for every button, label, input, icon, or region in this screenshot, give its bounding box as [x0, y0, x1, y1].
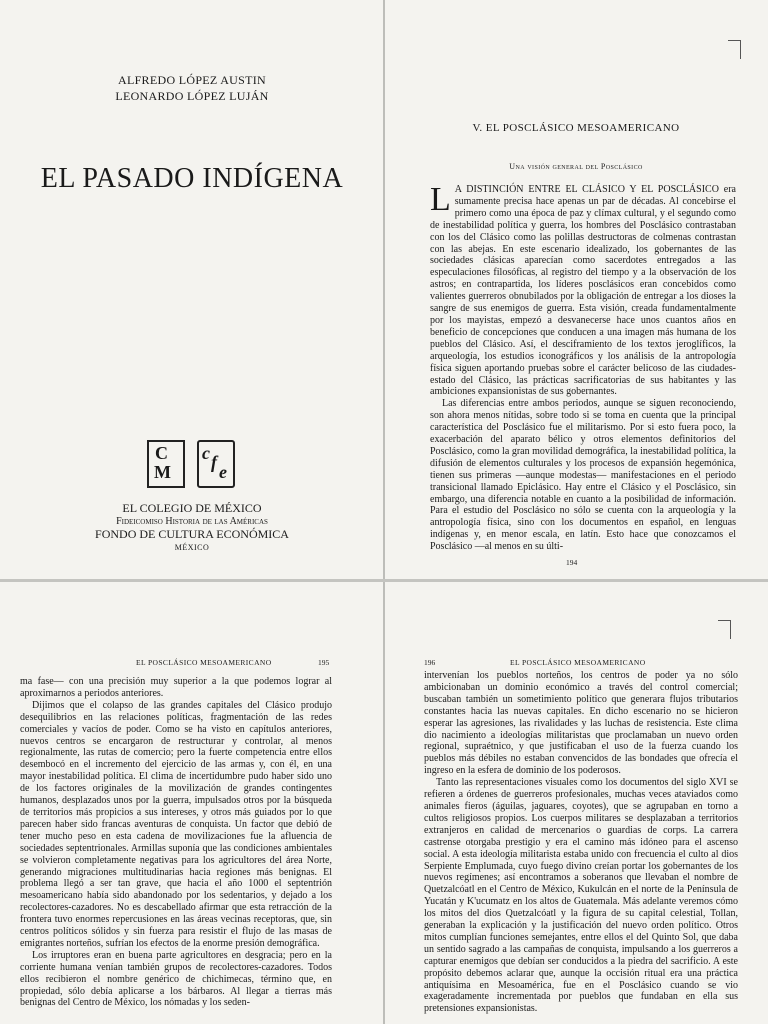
- running-head: EL POSCLÁSICO MESOAMERICANO: [136, 658, 272, 667]
- fce-logo: c f e: [197, 440, 235, 488]
- paragraph: Los irruptores eran en buena parte agricultores en desgracia; pero en la corriente humana venían también grupos de recolectores-cazadores. Todos ellos recibieron el nombre genérico de chichimecas, término que, en propiedad, sólo debía aplicarse a los bárbaros. Al llegar a tierras más benignas del Centro de México, los nómadas y los seden-: [20, 949, 332, 1009]
- publisher-block: [0, 502, 384, 554]
- page-194: [384, 0, 768, 580]
- page-number: 195: [318, 658, 330, 667]
- author-name: ALFREDO LÓPEZ AUSTIN: [117, 73, 266, 87]
- page-194-body: [430, 181, 736, 553]
- crop-mark: [718, 620, 731, 639]
- book-title: EL PASADO INDÍGENA: [40, 163, 344, 194]
- chapter-title: V. EL POSCLÁSICO MESOAMERICANO: [472, 122, 680, 134]
- paragraph: intervenían los pueblos norteños, los centros de poder ya no sólo ambicionaban un dominio económico a través del control comercial; buscaban también un sometimiento político que generara flujos tributarios constantes hacia las nuevas capitales. En dicho escenario no se hicieron esperar las agresiones, las rivalidades y las luchas de resistencia. Este clima dio nacimiento a ideologías militaristas que proclamaban un nuevo orden regional, supraétnico, y que justificaban el uso de la fuerza cuando los pueblos más débiles no estaban convencidos de las bondades que ofrecía el ingreso en la esfera de dominio de los poderosos.: [424, 670, 738, 777]
- publisher-city: MÉXICO: [174, 543, 210, 552]
- colmex-logo: C M: [147, 440, 185, 488]
- publisher-line: FONDO DE CULTURA ECONÓMICA: [95, 527, 289, 541]
- paragraph-text: A DISTINCIÓN ENTRE EL CLÁSICO Y EL POSCLÁSICO era sumamente precisa hace apenas un par de décadas. Al concebirse el primero como una época de paz y clímax cultural, y el segundo como de inestabilidad política y guerra, los hombres del Posclásico contrastaban con los del Clásico como las polillas destructoras de colmenas contrastan con las abejas. En este escenario idealizado, los gobernantes de las sociedades clásicas aparecían como sacerdotes entregados a las especulaciones filosóficas, al registro del tiempo y a la observación de los astros; en contrapartida, los líderes posclásicos eran concebidos como valientes guerreros obnubilados por la obligación de entregar a los dioses la sangre de sus enemigos de guerra. Esta visión, creada fundamentalmente por los mayistas, empezó a desvanecerse hace unos cuantos años en beneficio de concepciones que conducen a una imagen más humana de los pueblos del Clásico. Así, el desciframiento de los textos jeroglíficos, la arqueología, los estudios iconográficos y los análisis de la antropología física siguen aportando pruebas sobre el carácter belicoso de las ciudades-estado del Clásico, las prácticas sacrificatorias de sus habitantes y las ambiciones expansionistas de sus gobernantes.: [430, 184, 736, 398]
- drop-cap: L: [430, 181, 451, 218]
- page-196: [384, 580, 768, 1024]
- page-number: 194: [566, 558, 578, 567]
- paragraph: Dijimos que el colapso de las grandes capitales del Clásico produjo desequilibrios en las relaciones políticas, fragmentación de las redes comerciales y vacíos de poder. Como se ha visto en capítulos anteriores, nuevos centros se encargaron de restructurar y controlar, al menos regionalmente, las rutas de comercio; pero la fuerte competencia entre ellos desembocó en el incremento del ejercicio de las armas y, con él, en una mayor inestabilidad política. El clima de incertidumbre pudo haber sido uno de los factores originales de la movilización de grandes contingentes humanos, desplazados unos por la guerra, impulsados otros por la búsqueda de territorios más propicios a sus intereses, y otros más guiados por lo que parecen haber sido francas aventuras de conquista. Un factor que debió de tener mucho peso en esta cadena de movilizaciones fue la afluencia de sociedades septentrionales. Armillas suponía que las condiciones ambientales se volvieron completamente negativas para los agricultores del área Norte, generando migraciones multitudinarias hacia regiones más benignas. El problema llegó a ser tan grave, que hacia el año 1000 el septentrión mesoamericano había sido abandonado por los sedentarios, y dejado a los recolectores-cazadores. No es descabellado afirmar que esta retracción de la frontera tuvo enormes repercusiones en las áreas vecinas receptoras, que, sin centros políticos sólidos y sin fuerza para resistir el flujo de las masas de emigrantes norteños, sufrían los efectos de la enorme presión demográfica.: [20, 699, 332, 949]
- running-head: EL POSCLÁSICO MESOAMERICANO: [510, 658, 646, 667]
- author-name: LEONARDO LÓPEZ LUJÁN: [115, 89, 269, 103]
- publisher-line: Fideicomiso Historia de las Américas: [116, 516, 268, 527]
- page-number: 196: [424, 658, 436, 667]
- page-196-body: [424, 670, 738, 1015]
- publisher-logos: [147, 440, 243, 493]
- publisher-line: EL COLEGIO DE MÉXICO: [122, 501, 262, 515]
- crop-mark: [728, 40, 741, 59]
- page-gutter: [0, 579, 768, 582]
- paragraph: ma fase— con una precisión muy superior a la que podemos lograr al aproximarnos a periodos anteriores.: [20, 676, 332, 699]
- paragraph: Tanto las representaciones visuales como los documentos del siglo XVI se refieren a órdenes de guerreros profesionales, muchas veces ataviados como animales fieros (águilas, jaguares, coyotes), que se agrupaban en torno a cultos religiosos propios. Los cuerpos militares se desplazaban a territorios extranjeros en calidad de mercenarios o guardias de corps. La carrera castrense otorgaba prestigio y era el camino más idóneo para el ascenso social. A esta ideología militarista estaba unido con frecuencia el culto al dios Serpiente Emplumada, cuyo fuego divino creían portar los gobernantes de los nuevos regímenes; así encontramos a soberanos que llevaban el nombre de Quetzalcóatl en el Centro de México, Kukulcán en el norte de la Península de Yucatán y K'ucumatz en los altos de Guatemala. Más adelante veremos cómo los mitos del dios Quetzalcóatl y la figura de su capital celestial, Tollan, generaban la explicación y la justificación del nuevo orden político. Otros mitos cumplían funciones semejantes, entre ellos el del Quinto Sol, que daba un sentido sagrado a las campañas de conquista, impulsando a los guerreros a capturar enemigos que debían ser conducidos a la piedra del sacrificio. A este propósito debemos aclarar que, aunque la occisión ritual era una práctica antiquísima en Mesoamérica, fue en el Posclásico cuando se vio exageradamente incrementada por pueblos que fundaban en ella sus pretensiones expansionistas.: [424, 777, 738, 1015]
- page-195-body: [20, 676, 332, 1009]
- paragraph: [430, 181, 736, 398]
- paragraph: Las diferencias entre ambos periodos, aunque se siguen reconociendo, son ahora menos nítidas, sobre todo si se toma en cuenta que la principal característica del Posclásico fue el militarismo. Por si esto fuera poco, la exacerbación del aparato bélico y otros elementos definitorios del Posclásico, como la gran movilidad demográfica, la inestabilidad política, la difusión de elementos culturales y los procesos de expansión hegemónica, tienen sus primeras —aunque modestas— manifestaciones en el periodo transicional llamado Epiclásico. Hay entre el Clásico y el Posclásico, sin embargo, una diferencia notable en cuanto a la posibilidad de información. Para el estudio del Posclásico no sólo se cuenta con la arqueología y la antropología física, sino con los documentos en español, en lenguas indígenas y, en menor escala, en latín. Esto hace que conozcamos el Posclásico —al menos en su últi-: [430, 398, 736, 553]
- authors: [0, 72, 384, 104]
- title-page: [0, 0, 384, 580]
- page-gutter: [383, 0, 385, 1024]
- page-195: [0, 580, 384, 1024]
- section-title: Una visión general del Posclásico: [509, 162, 643, 171]
